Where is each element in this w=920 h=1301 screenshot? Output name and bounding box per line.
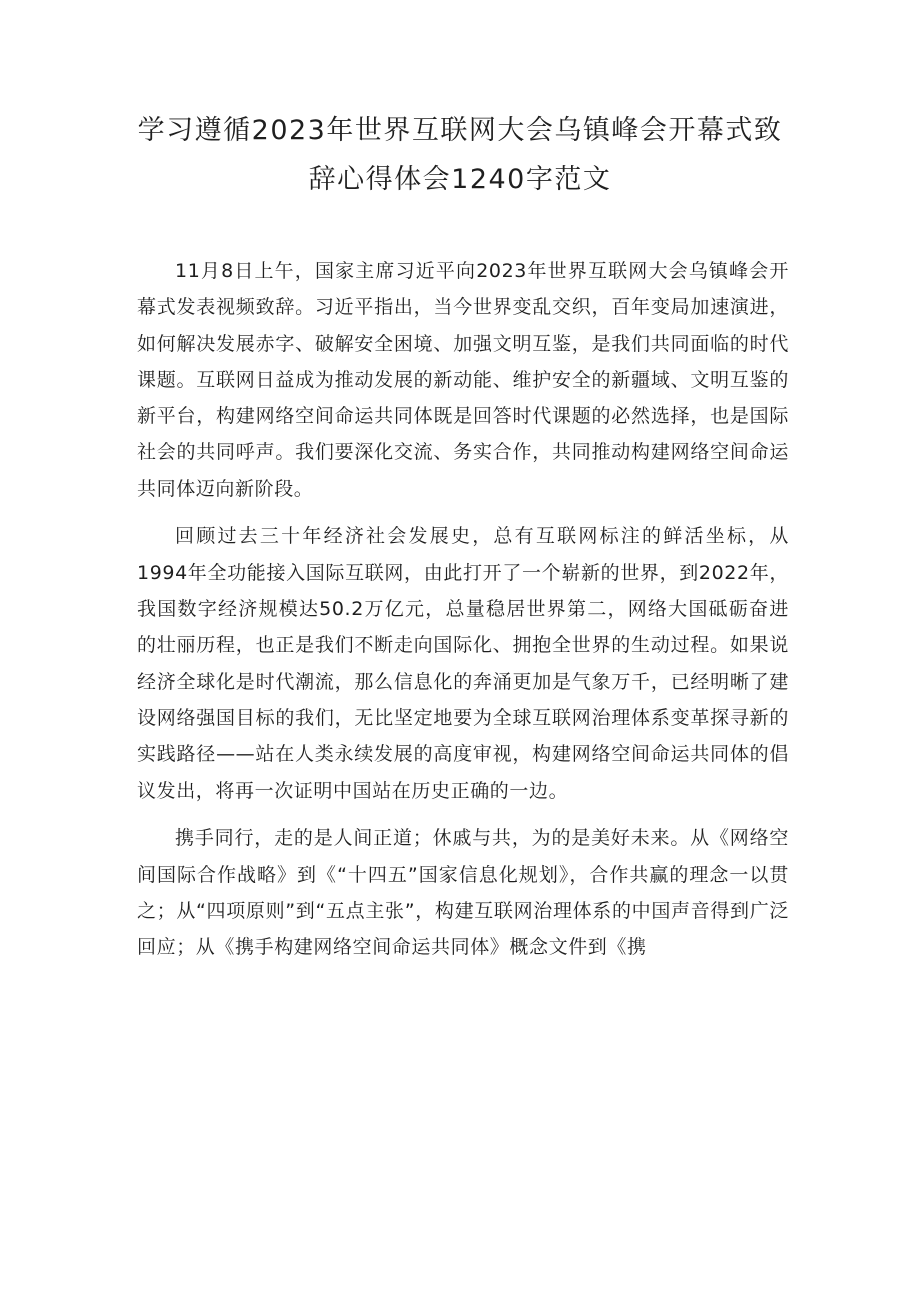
paragraph-2: 回顾过去三十年经济社会发展史，总有互联网标注的鲜活坐标，从1994年全功能接入国际互联网，由此打开了一个崭新的世界，到2022年，我国数字经济规模达50.2万亿元，总量稳居世界第二，网络大国砥砺奋进的壮丽历程，也正是我们不断走向国际化、拥抱全世界的生动过程。如果说经济全球化是时代潮流，那么信息化的奔涌更加是气象万千，已经明晰了建设网络强国目标的我们，无比坚定地要为全球互联网治理体系变革探寻新的实践路径——站在人类永续发展的高度审视，构建网络空间命运共同体的倡议发出，将再一次证明中国站在历史正确的一边。: [137, 525, 789, 802]
paragraph-3: 携手同行，走的是人间正道；休戚与共，为的是美好未来。从《网络空间国际合作战略》到《“十四五”国家信息化规划》，合作共赢的理念一以贯之；从“四项原则”到“五点主张”，构建互联网治理体系的中国声音得到广泛回应；从《携手构建网络空间命运共同体》概念文件到《携: [137, 827, 789, 959]
title-line-1: 学习遵循2023年世界互联网大会乌镇峰会开幕式致: [137, 115, 783, 146]
paragraph-1: 11月8日上午，国家主席习近平向2023年世界互联网大会乌镇峰会开幕式发表视频致辞。习近平指出，当今世界变乱交织，百年变局加速演进，如何解决发展赤字、破解安全困境、加强文明互鉴，是我们共同面临的时代课题。互联网日益成为推动发展的新动能、维护安全的新疆域、文明互鉴的新平台，构建网络空间命运共同体既是回答时代课题的必然选择，也是国际社会的共同呼声。我们要深化交流、务实合作，共同推动构建网络空间命运共同体迈向新阶段。: [137, 260, 789, 500]
document-title: [120, 106, 800, 204]
document-body: [137, 253, 789, 977]
title-line-2: 辞心得体会1240字范文: [308, 164, 612, 195]
